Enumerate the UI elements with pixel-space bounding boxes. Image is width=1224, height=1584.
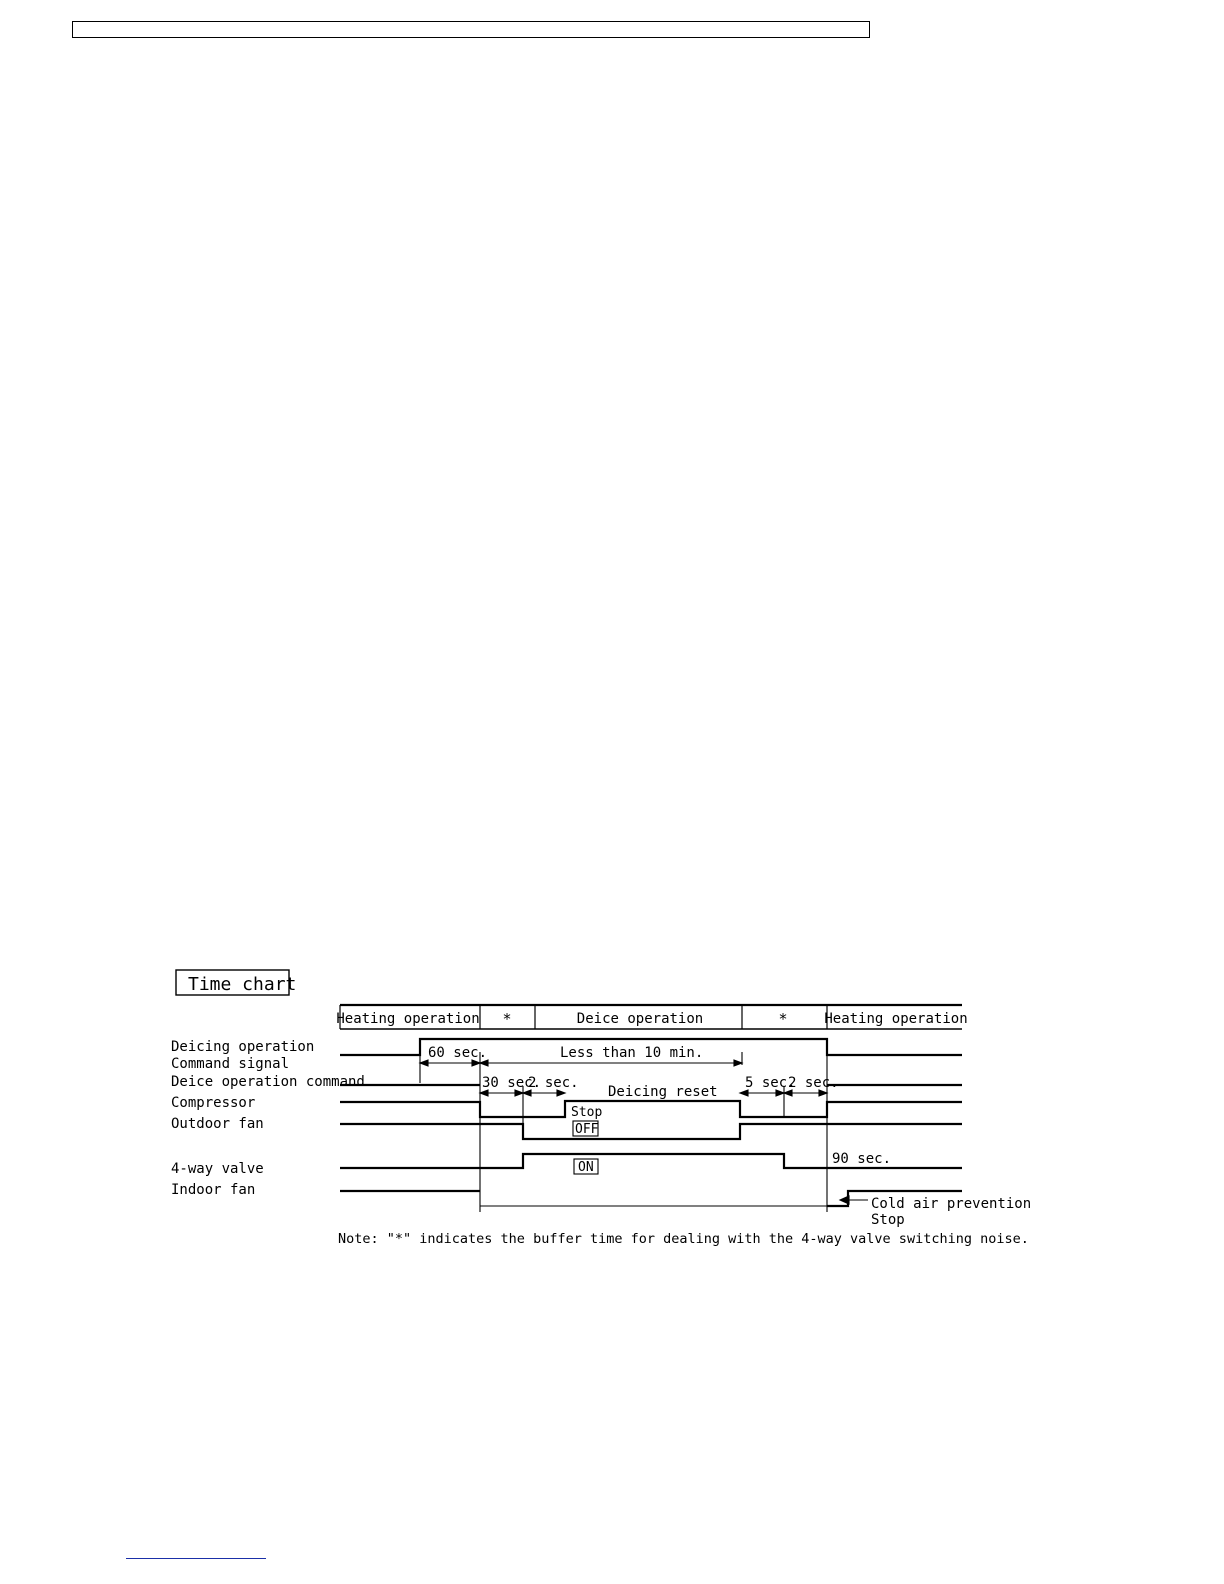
label-deice-operation-command: Deice operation command bbox=[171, 1074, 365, 1090]
state-on: ON bbox=[578, 1160, 594, 1175]
state-cold-air-prevention: Cold air prevention bbox=[871, 1196, 1032, 1212]
label-outdoor-fan: Outdoor fan bbox=[171, 1116, 264, 1132]
label-command-signal: Command signal bbox=[171, 1056, 290, 1072]
footer-link-underline bbox=[126, 1558, 266, 1559]
label-deicing-operation: Deicing operation bbox=[171, 1039, 315, 1055]
timing-60-sec: 60 sec. bbox=[428, 1045, 488, 1061]
timing-deicing-reset: Deicing reset bbox=[608, 1084, 718, 1100]
waveforms bbox=[340, 1039, 962, 1206]
wave-outdoor-fan bbox=[340, 1124, 962, 1139]
chart-note: Note: "*" indicates the buffer time for dealing with the 4-way valve switching noise. bbox=[338, 1231, 1029, 1247]
label-indoor-fan: Indoor fan bbox=[171, 1182, 256, 1198]
phase-heating-2: Heating operation bbox=[824, 1011, 968, 1027]
phase-deice: Deice operation bbox=[576, 1011, 704, 1027]
wave-compressor bbox=[340, 1101, 962, 1117]
timing-5-sec: 5 sec. bbox=[745, 1075, 796, 1091]
phase-buffer-1: * bbox=[502, 1010, 512, 1028]
phase-buffer-2: * bbox=[778, 1010, 788, 1028]
state-stop-2: Stop bbox=[871, 1212, 905, 1228]
state-stop: Stop bbox=[571, 1105, 603, 1120]
timing-2-sec-b: 2 sec. bbox=[788, 1075, 839, 1091]
timing-90-sec: 90 sec. bbox=[832, 1151, 892, 1167]
timing-less-than-10-min: Less than 10 min. bbox=[560, 1045, 704, 1061]
timing-30-sec: 30 sec. bbox=[482, 1075, 542, 1091]
state-off: OFF bbox=[575, 1122, 599, 1137]
label-compressor: Compressor bbox=[171, 1095, 256, 1111]
chart-title: Time chart bbox=[188, 974, 297, 995]
phase-heating-1: Heating operation bbox=[336, 1011, 480, 1027]
timing-2-sec-a: 2 sec. bbox=[528, 1075, 579, 1091]
label-4-way-valve: 4-way valve bbox=[171, 1161, 264, 1177]
